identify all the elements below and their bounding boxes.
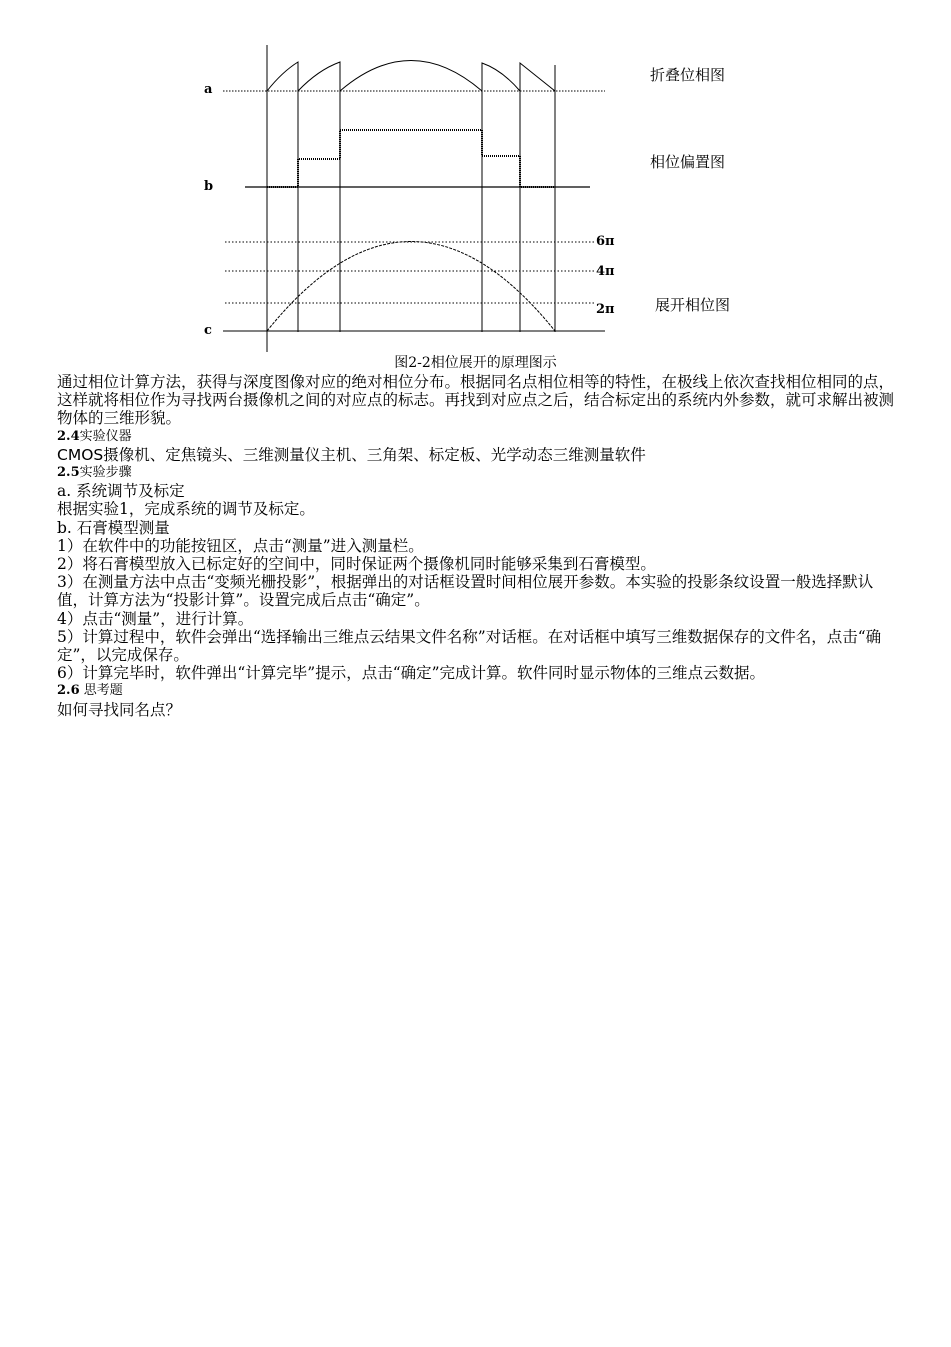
step-1: 1）在软件中的功能按钮区，点击“测量”进入测量栏。 <box>57 536 424 555</box>
unwrapped-phase-title: 展开相位图 <box>655 296 731 314</box>
row-label-a: a <box>204 82 213 97</box>
step-5: 5）计算过程中，软件会弹出“选择输出三维点云结果文件名称”对话框。在对话框中填写三维数据保存的文件名，点击“确定”，以完成保存。 <box>57 627 882 665</box>
four-pi-label: 4π <box>596 264 615 279</box>
section-title: 实验步骤 <box>79 465 132 481</box>
row-label-b: b <box>204 179 214 194</box>
row-label-c: c <box>204 323 212 338</box>
section-number: 2.6 <box>57 683 80 699</box>
section-number: 2.4 <box>57 428 80 444</box>
question: 如何寻找同名点？ <box>57 700 182 719</box>
six-pi-label: 6π <box>596 234 615 249</box>
step-4: 4）点击“测量”，进行计算。 <box>57 609 254 628</box>
subheading-b: b. 石膏模型测量 <box>57 518 170 537</box>
subheading-a: a. 系统调节及标定 <box>57 482 185 501</box>
section-heading-2-6 <box>57 682 897 700</box>
figure-caption: 图2-2相位展开的原理图示 <box>394 355 557 371</box>
pi-level-lines <box>225 242 595 303</box>
step-6: 6）计算完毕时，软件弹出“计算完毕”提示，点击“确定”完成计算。软件同时显示物体的三维点云数据。 <box>57 664 766 683</box>
folded-phase-curve <box>267 61 555 92</box>
step-3: 3）在测量方法中点击“变频光栅投影”，根据弹出的对话框设置时间相位展开参数。本实验的投影条纹设置一般选择默认值，计算方法为“投影计算”。设置完成后点击“确定”。 <box>57 573 874 610</box>
folded-phase-title: 折叠位相图 <box>650 66 726 84</box>
equipment-list: CMOS摄像机、定焦镜头、三维测量仪主机、三角架、标定板、光学动态三维测量软件 <box>57 445 646 464</box>
section-heading-2-5 <box>57 464 897 482</box>
step-2: 2）将石膏模型放入已标定好的空间中，同时保证两个摄像机同时能够采集到石膏模型。 <box>57 555 656 574</box>
section-title: 实验仪器 <box>79 428 132 444</box>
section-heading-2-4 <box>57 428 897 446</box>
phase-unwrapping-figure <box>190 40 760 360</box>
subheading-a-text: 根据实验1，完成系统的调节及标定。 <box>57 500 315 519</box>
document-body <box>57 373 897 719</box>
two-pi-label: 2π <box>596 302 615 317</box>
intro-paragraph: 通过相位计算方法，获得与深度图像对应的绝对相位分布。根据同名点相位相等的特性，在极线上依次查找相位相同的点，这样就将相位作为寻找两台摄像机之间的对应点的标志。再找到对应点之后，结合标定出的系统内外参数，就可求解出被测物体的三维形貌。 <box>57 373 895 428</box>
phase-bias-title: 相位偏置图 <box>650 153 726 171</box>
phase-bias-steps <box>267 130 555 187</box>
section-number: 2.5 <box>57 465 80 481</box>
unwrapped-phase-curve <box>267 242 555 332</box>
section-title: 思考题 <box>79 683 123 699</box>
